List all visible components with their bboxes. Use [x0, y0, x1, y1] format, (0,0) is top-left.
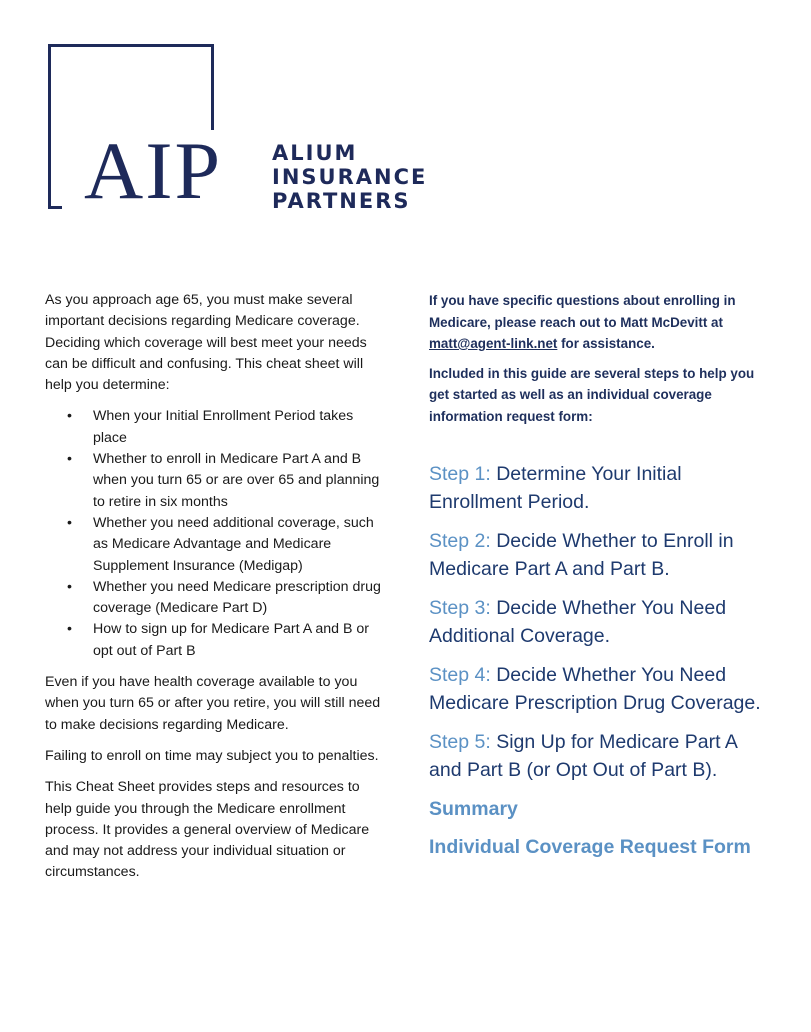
logo-name-line-2: INSURANCE: [272, 165, 428, 189]
overview-paragraph: This Cheat Sheet provides steps and resources to help guide you through the Medicare enrollment process. It provides a general overview of Medicare and may not address your individual situation or circumstances.: [45, 779, 370, 881]
list-item: • How to sign up for Medicare Part A and B or opt out of Part B: [67, 621, 370, 659]
step-2-link[interactable]: Step 2: Decide Whether to Enroll in Medicare Part A and Part B.: [429, 530, 734, 580]
intro-paragraph: As you approach age 65, you must make several important decisions regarding Medicare coverage. Deciding which coverage will best meet your needs can be difficult and confusing. This cheat sheet will help you determine:: [45, 292, 367, 394]
determine-list: [45, 406, 390, 662]
bullet-icon: •: [67, 408, 72, 425]
bullet-icon: •: [67, 621, 72, 638]
bullet-icon: •: [67, 514, 72, 531]
coverage-request-form-link[interactable]: Individual Coverage Request Form: [429, 836, 751, 858]
logo-mark: AIP: [78, 130, 228, 212]
contact-email-link[interactable]: matt@agent-link.net: [429, 336, 558, 351]
company-logo: [48, 44, 428, 219]
coverage-paragraph: Even if you have health coverage available to you when you turn 65 or after you retire, you will still need to make decisions regarding Medicare.: [45, 674, 381, 733]
step-5-link[interactable]: Step 5: Sign Up for Medicare Part A and Part B (or Opt Out of Part B).: [429, 731, 737, 781]
bullet-icon: •: [67, 578, 72, 595]
logo-name-line-3: PARTNERS: [272, 189, 411, 213]
list-item: • Whether you need additional coverage, such as Medicare Advantage and Medicare Supplement Insurance (Medigap): [67, 514, 374, 574]
contact-paragraph: If you have specific questions about enrolling in Medicare, please reach out to Matt McDevitt at matt@agent-link.net for assistance.: [429, 293, 736, 351]
step-3-link[interactable]: Step 3: Decide Whether You Need Additional Coverage.: [429, 597, 727, 647]
list-item: • When your Initial Enrollment Period takes place: [67, 408, 354, 446]
logo-name-line-1: ALIUM: [272, 141, 358, 165]
summary-link[interactable]: Summary: [429, 798, 518, 820]
list-item: • Whether to enroll in Medicare Part A and B when you turn 65 or are over 65 and planning to retire in six months: [67, 451, 380, 510]
left-column: [45, 290, 390, 894]
steps-list: [429, 460, 774, 861]
list-item: • Whether you need Medicare prescription drug coverage (Medicare Part D): [67, 578, 381, 617]
right-column: [429, 290, 774, 871]
logo-company-name: [272, 141, 427, 213]
step-4-link[interactable]: Step 4: Decide Whether You Need Medicare Prescription Drug Coverage.: [429, 664, 761, 714]
penalty-paragraph: Failing to enroll on time may subject you to penalties.: [45, 747, 379, 764]
step-1-link[interactable]: Step 1: Determine Your Initial Enrollment Period.: [429, 463, 682, 513]
bullet-icon: •: [67, 451, 72, 468]
logo-frame-foot: [48, 206, 62, 209]
guide-intro-paragraph: Included in this guide are several steps to help you get started as well as an individual coverage information request form:: [429, 365, 755, 424]
